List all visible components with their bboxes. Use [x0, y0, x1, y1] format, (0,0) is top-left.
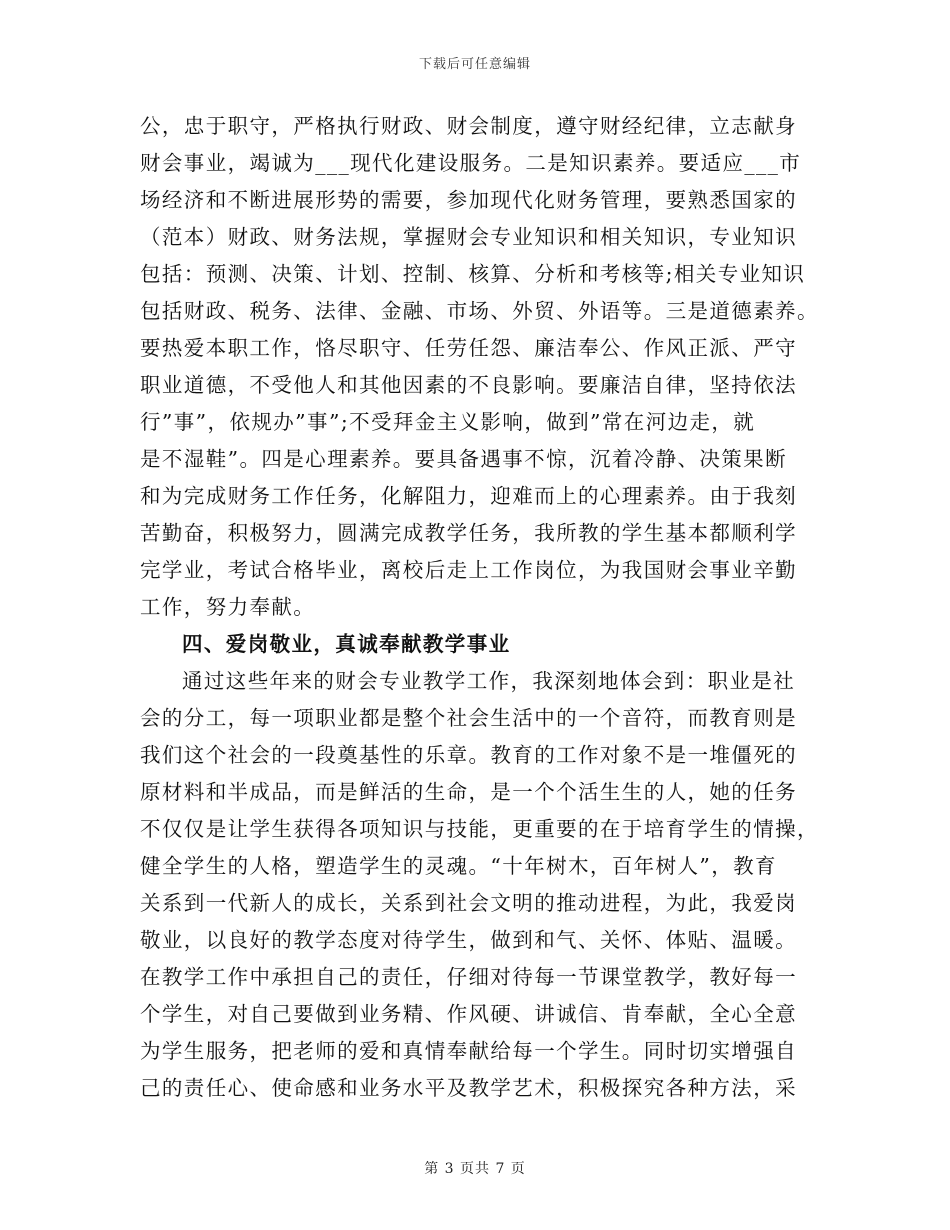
document-body [140, 108, 819, 1107]
header-note: 下载后可任意编辑 [418, 57, 531, 72]
body-line: 为学生服务，把老师的爱和真情奉献给每一个学生。同时切实增强自 [140, 1039, 797, 1063]
body-line: 在教学工作中承担自己的责任，仔细对待每一节课堂教学，教好每一 [140, 965, 797, 989]
body-line: 和为完成财务工作任务，化解阻力，迎难而上的心理素养。由于我刻 [140, 484, 797, 508]
section-heading: 四、爱岗敬业，真诚奉献教学事业 [182, 632, 511, 656]
body-line: 职业道德，不受他人和其他因素的不良影响。要廉洁自律，坚持依法 [140, 373, 797, 397]
body-line: 工作，努力奉献。 [140, 595, 316, 619]
body-line: 场经济和不断进展形势的需要，参加现代化财务管理，要熟悉国家的 [140, 188, 797, 212]
page-number: 第 3 页共 7 页 [424, 1161, 526, 1177]
body-line: 己的责任心、使命感和业务水平及教学艺术，积极探究各种方法，采 [140, 1076, 797, 1100]
body-line: 行”事”，依规办”事”;不受拜金主义影响，做到”常在河边走，就 [140, 410, 756, 434]
body-line: 关系到一代新人的成长，关系到社会文明的推动进程，为此，我爱岗 [140, 891, 797, 915]
body-line: 我们这个社会的一段奠基性的乐章。教育的工作对象不是一堆僵死的 [140, 743, 797, 767]
body-line: 会的分工，每一项职业都是整个社会生活中的一个音符，而教育则是 [140, 706, 797, 730]
body-line: 包括财政、税务、法律、金融、市场、外贸、外语等。三是道德素养。 [140, 299, 819, 323]
body-line: 是不湿鞋”。四是心理素养。要具备遇事不惊，沉着冷静、决策果断 [140, 447, 787, 471]
body-line: 公，忠于职守，严格执行财政、财会制度，遵守财经纪律，立志献身 [140, 114, 797, 138]
body-line: 健全学生的人格，塑造学生的灵魂。“十年树木，百年树人”，教育 [140, 854, 777, 878]
body-line: 完学业，考试合格毕业，离校后走上工作岗位，为我国财会事业辛勤 [140, 558, 797, 582]
body-line: 敬业，以良好的教学态度对待学生，做到和气、关怀、体贴、温暖。 [140, 928, 797, 952]
body-line: 个学生，对自己要做到业务精、作风硬、讲诚信、肯奉献，全心全意 [140, 1002, 797, 1026]
body-line: 包括：预测、决策、计划、控制、核算、分析和考核等;相关专业知识 [140, 262, 806, 286]
body-line: 不仅仅是让学生获得各项知识与技能，更重要的在于培育学生的情操， [140, 817, 819, 841]
body-line: 通过这些年来的财会专业教学工作，我深刻地体会到：职业是社 [182, 669, 796, 693]
body-line: （范本）财政、财务法规，掌握财会专业知识和相关知识，专业知识 [140, 225, 797, 249]
body-line: 财会事业，竭诚为___现代化建设服务。二是知识素养。要适应___市 [140, 151, 802, 175]
body-line: 要热爱本职工作，恪尽职守、任劳任怨、廉洁奉公、作风正派、严守 [140, 336, 797, 360]
body-line: 原材料和半成品，而是鲜活的生命，是一个个活生生的人，她的任务 [140, 780, 797, 804]
body-line: 苦勤奋，积极努力，圆满完成教学任务，我所教的学生基本都顺利学 [140, 521, 797, 545]
